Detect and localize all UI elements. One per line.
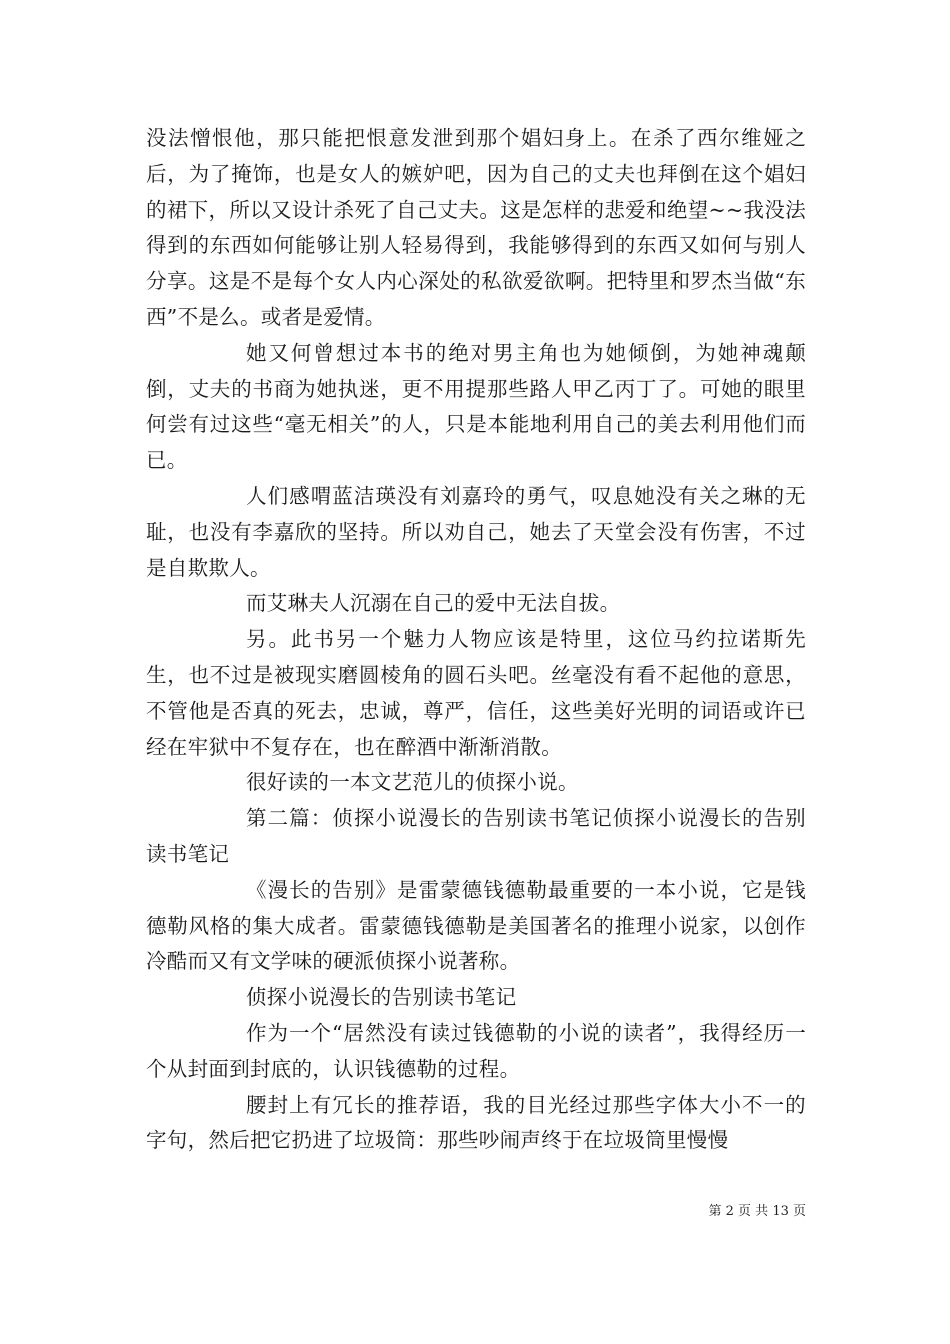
paragraph-4: 而艾琳夫人沉溺在自己的爱中无法自拔。	[246, 591, 621, 616]
paragraph-8: 《漫长的告别》是雷蒙德钱德勒最重要的一本小说，它是钱德勒风格的集大成者。雷蒙德钱德勒是美国著名的推理小说家，以创作冷酷而又有文学味的硬派侦探小说著称。	[146, 877, 806, 974]
paragraph-6: 很好读的一本文艺范儿的侦探小说。	[246, 770, 579, 795]
paragraph-2: 她又何曾想过本书的绝对男主角也为她倾倒，为她神魂颠倒，丈夫的书商为她执迷，更不用提那些路人甲乙丙丁了。可她的眼里何尝有过这些“毫无相关”的人，只是本能地利用自己的美去利用他们而已。	[146, 340, 806, 473]
paragraph-1: 没法憎恨他，那只能把恨意发泄到那个娼妇身上。在杀了西尔维娅之后，为了掩饰，也是女人的嫉妒吧，因为自己的丈夫也拜倒在这个娼妇的裙下，所以又设计杀死了自己丈夫。这是怎样的悲爱和绝望~~我没法得到的东西如何能够让别人轻易得到，我能够得到的东西又如何与别人分享。这是不是每个女人内心深处的私欲爱欲啊。把特里和罗杰当做“东西”不是么。或者是爱情。	[146, 126, 806, 329]
paragraph-3: 人们感喟蓝洁瑛没有刘嘉玲的勇气，叹息她没有关之琳的无耻，也没有李嘉欣的坚持。所以劝自己，她去了天堂会没有伤害，不过是自欺欺人。	[146, 483, 806, 580]
page-number-footer: 第 2 页 共 13 页	[708, 1204, 806, 1219]
paragraph-11: 腰封上有冗长的推荐语，我的目光经过那些字体大小不一的字句，然后把它扔进了垃圾筒：那些吵闹声终于在垃圾筒里慢慢	[146, 1092, 806, 1153]
section-heading-paragraph: 第二篇：侦探小说漫长的告别读书笔记侦探小说漫长的告别读书笔记	[146, 806, 806, 866]
paragraph-5: 另。此书另一个魅力人物应该是特里，这位马约拉诺斯先生，也不过是被现实磨圆棱角的圆石头吧。丝毫没有看不起他的意思，不管他是否真的死去，忠诚，尊严，信任，这些美好光明的词语或许已经在牢狱中不复存在，也在醉酒中渐渐消散。	[146, 627, 806, 759]
subtitle-paragraph: 侦探小说漫长的告别读书笔记	[246, 985, 517, 1010]
body-text	[146, 121, 806, 1159]
paragraph-10: 作为一个“居然没有读过钱德勒的小说的读者”，我得经历一个从封面到封底的，认识钱德勒的过程。	[146, 1020, 806, 1081]
